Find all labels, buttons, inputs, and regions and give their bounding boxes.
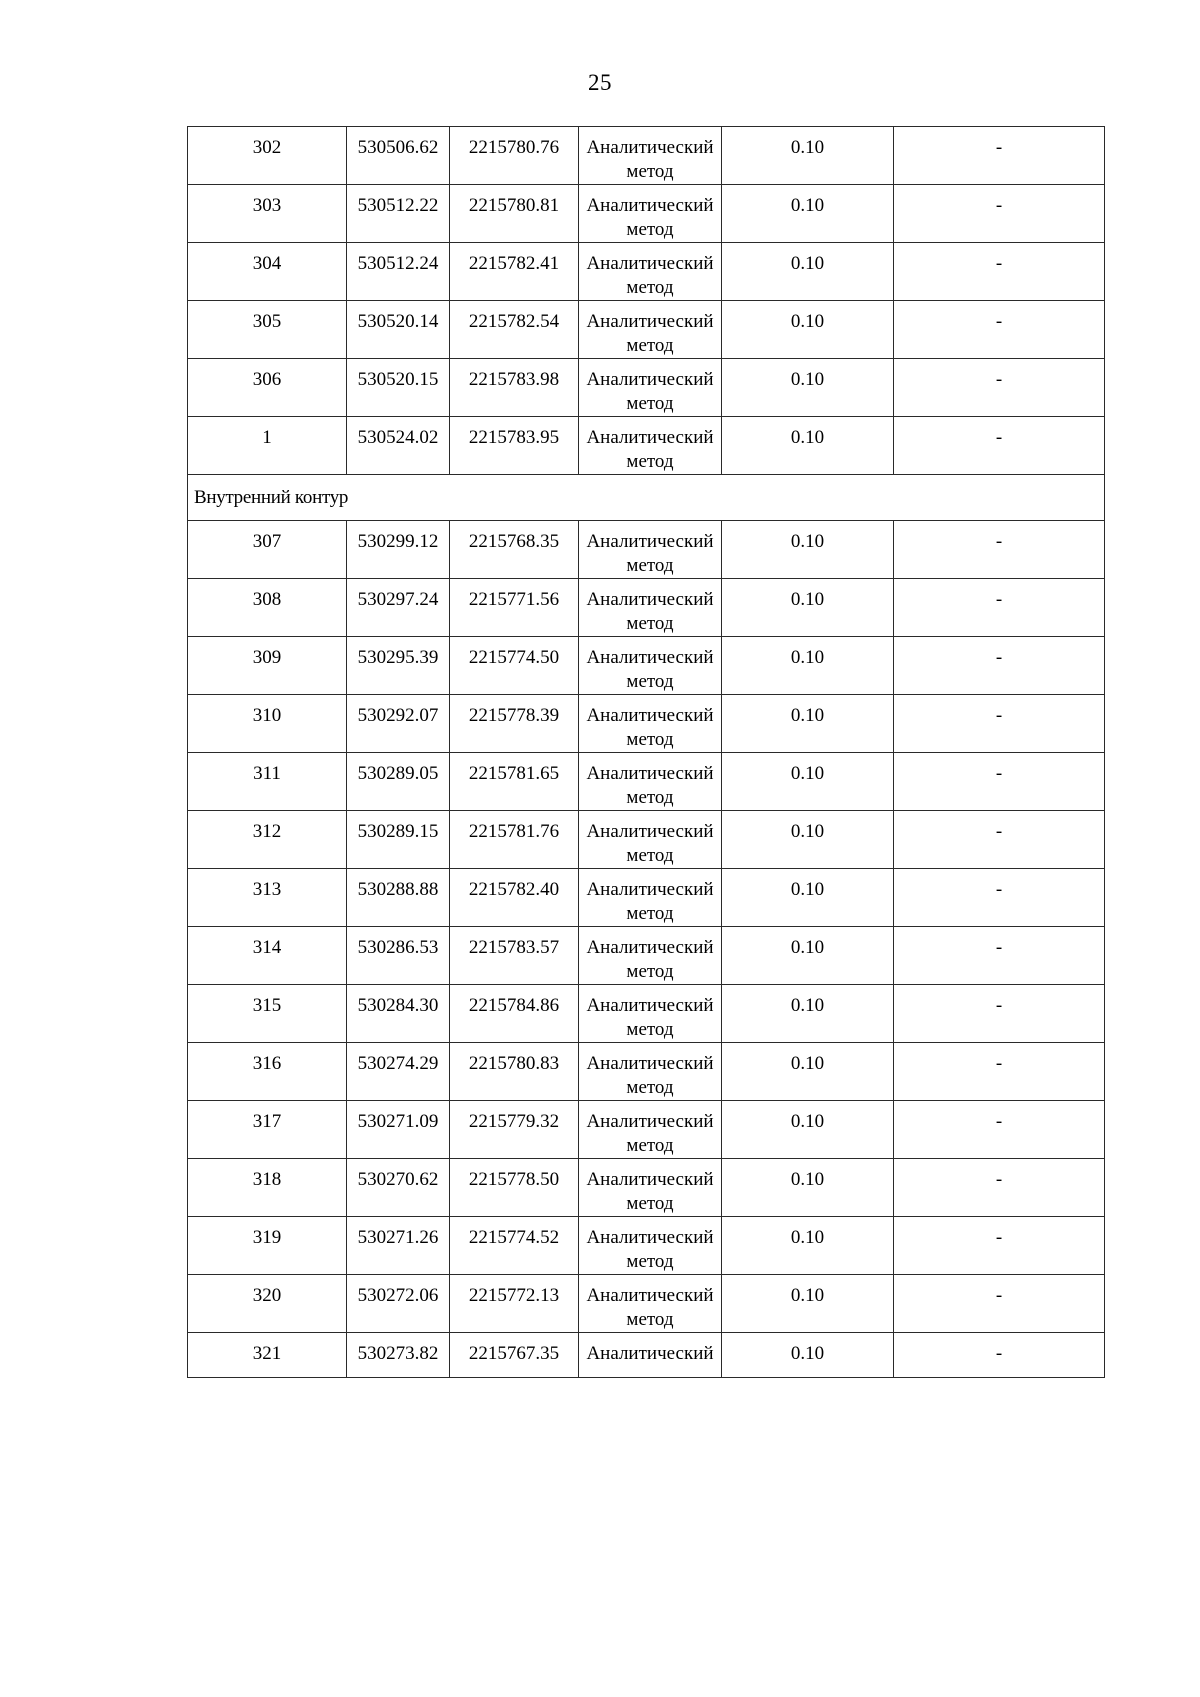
method-cell [579, 1275, 722, 1333]
note-cell: - [894, 301, 1105, 359]
note-cell: - [894, 243, 1105, 301]
note-cell: - [894, 579, 1105, 637]
method-cell [579, 1333, 722, 1378]
point-number-cell: 303 [188, 185, 347, 243]
y-coordinate-cell: 2215784.86 [450, 985, 579, 1043]
table-row [188, 521, 1105, 579]
point-number-cell: 316 [188, 1043, 347, 1101]
table-row [188, 301, 1105, 359]
method-line-1: Аналитический [586, 531, 714, 552]
method-cell [579, 985, 722, 1043]
x-coordinate-cell: 530520.14 [347, 301, 450, 359]
table-row [188, 695, 1105, 753]
y-coordinate-cell: 2215782.41 [450, 243, 579, 301]
x-coordinate-cell: 530271.26 [347, 1217, 450, 1275]
method-cell [579, 243, 722, 301]
table-row [188, 579, 1105, 637]
method-line-1: Аналитический [586, 1285, 714, 1306]
table-row [188, 1217, 1105, 1275]
method-line-1: Аналитический [586, 1343, 714, 1364]
method-line-2: метод [626, 1193, 674, 1214]
method-line-2: метод [626, 555, 674, 576]
accuracy-cell: 0.10 [722, 753, 894, 811]
method-line-1: Аналитический [586, 195, 714, 216]
note-cell: - [894, 753, 1105, 811]
method-cell [579, 869, 722, 927]
accuracy-cell: 0.10 [722, 1101, 894, 1159]
x-coordinate-cell: 530272.06 [347, 1275, 450, 1333]
method-line-1: Аналитический [586, 879, 714, 900]
method-line-2: метод [626, 451, 674, 472]
method-cell [579, 1043, 722, 1101]
x-coordinate-cell: 530289.05 [347, 753, 450, 811]
note-cell: - [894, 1275, 1105, 1333]
table-row [188, 417, 1105, 475]
point-number-cell: 305 [188, 301, 347, 359]
x-coordinate-cell: 530512.24 [347, 243, 450, 301]
method-cell [579, 1101, 722, 1159]
point-number-cell: 311 [188, 753, 347, 811]
note-cell: - [894, 1159, 1105, 1217]
accuracy-cell: 0.10 [722, 579, 894, 637]
note-cell: - [894, 985, 1105, 1043]
method-cell [579, 301, 722, 359]
note-cell: - [894, 869, 1105, 927]
note-cell: - [894, 521, 1105, 579]
method-cell [579, 811, 722, 869]
accuracy-cell: 0.10 [722, 695, 894, 753]
x-coordinate-cell: 530292.07 [347, 695, 450, 753]
y-coordinate-cell: 2215783.57 [450, 927, 579, 985]
table-row [188, 359, 1105, 417]
y-coordinate-cell: 2215779.32 [450, 1101, 579, 1159]
note-cell: - [894, 1101, 1105, 1159]
table-row [188, 1101, 1105, 1159]
note-cell: - [894, 927, 1105, 985]
table-row [188, 637, 1105, 695]
point-number-cell: 308 [188, 579, 347, 637]
y-coordinate-cell: 2215778.50 [450, 1159, 579, 1217]
method-cell [579, 1159, 722, 1217]
note-cell: - [894, 1043, 1105, 1101]
method-cell [579, 521, 722, 579]
accuracy-cell: 0.10 [722, 127, 894, 185]
method-line-2: метод [626, 335, 674, 356]
method-line-2: метод [626, 277, 674, 298]
y-coordinate-cell: 2215783.95 [450, 417, 579, 475]
point-number-cell: 317 [188, 1101, 347, 1159]
table-row [188, 1275, 1105, 1333]
point-number-cell: 307 [188, 521, 347, 579]
accuracy-cell: 0.10 [722, 927, 894, 985]
section-header-row [188, 475, 1105, 521]
method-line-1: Аналитический [586, 369, 714, 390]
point-number-cell: 319 [188, 1217, 347, 1275]
method-line-2: метод [626, 961, 674, 982]
y-coordinate-cell: 2215768.35 [450, 521, 579, 579]
x-coordinate-cell: 530524.02 [347, 417, 450, 475]
point-number-cell: 321 [188, 1333, 347, 1378]
accuracy-cell: 0.10 [722, 1333, 894, 1378]
point-number-cell: 318 [188, 1159, 347, 1217]
method-line-2: метод [626, 787, 674, 808]
method-line-2: метод [626, 845, 674, 866]
accuracy-cell: 0.10 [722, 637, 894, 695]
point-number-cell: 306 [188, 359, 347, 417]
note-cell: - [894, 1333, 1105, 1378]
accuracy-cell: 0.10 [722, 417, 894, 475]
y-coordinate-cell: 2215774.50 [450, 637, 579, 695]
method-line-2: метод [626, 393, 674, 414]
x-coordinate-cell: 530274.29 [347, 1043, 450, 1101]
note-cell: - [894, 185, 1105, 243]
table-row [188, 243, 1105, 301]
y-coordinate-cell: 2215780.76 [450, 127, 579, 185]
y-coordinate-cell: 2215772.13 [450, 1275, 579, 1333]
method-line-2: метод [626, 903, 674, 924]
note-cell: - [894, 127, 1105, 185]
section-title: Внутренний контур [188, 475, 1105, 521]
method-line-1: Аналитический [586, 995, 714, 1016]
x-coordinate-cell: 530271.09 [347, 1101, 450, 1159]
method-cell [579, 695, 722, 753]
method-line-2: метод [626, 1077, 674, 1098]
accuracy-cell: 0.10 [722, 811, 894, 869]
note-cell: - [894, 359, 1105, 417]
x-coordinate-cell: 530286.53 [347, 927, 450, 985]
point-number-cell: 315 [188, 985, 347, 1043]
y-coordinate-cell: 2215782.40 [450, 869, 579, 927]
point-number-cell: 314 [188, 927, 347, 985]
coordinates-table-body [188, 127, 1105, 1378]
point-number-cell: 312 [188, 811, 347, 869]
point-number-cell: 310 [188, 695, 347, 753]
table-row [188, 753, 1105, 811]
accuracy-cell: 0.10 [722, 359, 894, 417]
method-line-1: Аналитический [586, 311, 714, 332]
method-cell [579, 753, 722, 811]
method-line-1: Аналитический [586, 253, 714, 274]
point-number-cell: 1 [188, 417, 347, 475]
table-row [188, 927, 1105, 985]
note-cell: - [894, 637, 1105, 695]
x-coordinate-cell: 530520.15 [347, 359, 450, 417]
y-coordinate-cell: 2215778.39 [450, 695, 579, 753]
point-number-cell: 313 [188, 869, 347, 927]
method-line-2: метод [626, 161, 674, 182]
table-row [188, 127, 1105, 185]
x-coordinate-cell: 530284.30 [347, 985, 450, 1043]
accuracy-cell: 0.10 [722, 1275, 894, 1333]
table-row [188, 1333, 1105, 1378]
y-coordinate-cell: 2215780.83 [450, 1043, 579, 1101]
method-cell [579, 579, 722, 637]
accuracy-cell: 0.10 [722, 869, 894, 927]
method-line-2: метод [626, 1135, 674, 1156]
x-coordinate-cell: 530270.62 [347, 1159, 450, 1217]
x-coordinate-cell: 530295.39 [347, 637, 450, 695]
method-cell [579, 1217, 722, 1275]
table-row [188, 985, 1105, 1043]
point-number-cell: 304 [188, 243, 347, 301]
x-coordinate-cell: 530289.15 [347, 811, 450, 869]
x-coordinate-cell: 530297.24 [347, 579, 450, 637]
note-cell: - [894, 417, 1105, 475]
y-coordinate-cell: 2215780.81 [450, 185, 579, 243]
method-line-2: метод [626, 729, 674, 750]
point-number-cell: 302 [188, 127, 347, 185]
x-coordinate-cell: 530273.82 [347, 1333, 450, 1378]
note-cell: - [894, 811, 1105, 869]
accuracy-cell: 0.10 [722, 985, 894, 1043]
y-coordinate-cell: 2215782.54 [450, 301, 579, 359]
table-row [188, 1159, 1105, 1217]
method-cell [579, 127, 722, 185]
method-line-1: Аналитический [586, 589, 714, 610]
method-line-1: Аналитический [586, 1053, 714, 1074]
y-coordinate-cell: 2215781.65 [450, 753, 579, 811]
table-row [188, 869, 1105, 927]
y-coordinate-cell: 2215774.52 [450, 1217, 579, 1275]
method-line-1: Аналитический [586, 427, 714, 448]
method-line-2: метод [626, 613, 674, 634]
note-cell: - [894, 1217, 1105, 1275]
accuracy-cell: 0.10 [722, 243, 894, 301]
x-coordinate-cell: 530506.62 [347, 127, 450, 185]
method-cell [579, 927, 722, 985]
x-coordinate-cell: 530512.22 [347, 185, 450, 243]
method-cell [579, 359, 722, 417]
table-row [188, 811, 1105, 869]
coordinates-table [187, 126, 1105, 1378]
point-number-cell: 320 [188, 1275, 347, 1333]
accuracy-cell: 0.10 [722, 1217, 894, 1275]
point-number-cell: 309 [188, 637, 347, 695]
method-line-2: метод [626, 671, 674, 692]
table-row [188, 1043, 1105, 1101]
method-cell [579, 185, 722, 243]
method-cell [579, 637, 722, 695]
table-row [188, 185, 1105, 243]
y-coordinate-cell: 2215771.56 [450, 579, 579, 637]
method-line-2: метод [626, 1251, 674, 1272]
method-line-1: Аналитический [586, 821, 714, 842]
method-cell [579, 417, 722, 475]
method-line-1: Аналитический [586, 937, 714, 958]
y-coordinate-cell: 2215783.98 [450, 359, 579, 417]
y-coordinate-cell: 2215767.35 [450, 1333, 579, 1378]
page-number: 25 [588, 70, 612, 95]
method-line-1: Аналитический [586, 137, 714, 158]
method-line-1: Аналитический [586, 1227, 714, 1248]
x-coordinate-cell: 530288.88 [347, 869, 450, 927]
x-coordinate-cell: 530299.12 [347, 521, 450, 579]
accuracy-cell: 0.10 [722, 1159, 894, 1217]
accuracy-cell: 0.10 [722, 1043, 894, 1101]
method-line-2: метод [626, 1019, 674, 1040]
method-line-1: Аналитический [586, 1111, 714, 1132]
method-line-1: Аналитический [586, 705, 714, 726]
accuracy-cell: 0.10 [722, 521, 894, 579]
method-line-2: метод [626, 1309, 674, 1330]
y-coordinate-cell: 2215781.76 [450, 811, 579, 869]
method-line-1: Аналитический [586, 763, 714, 784]
method-line-1: Аналитический [586, 647, 714, 668]
method-line-2: метод [626, 219, 674, 240]
accuracy-cell: 0.10 [722, 301, 894, 359]
note-cell: - [894, 695, 1105, 753]
method-line-1: Аналитический [586, 1169, 714, 1190]
accuracy-cell: 0.10 [722, 185, 894, 243]
